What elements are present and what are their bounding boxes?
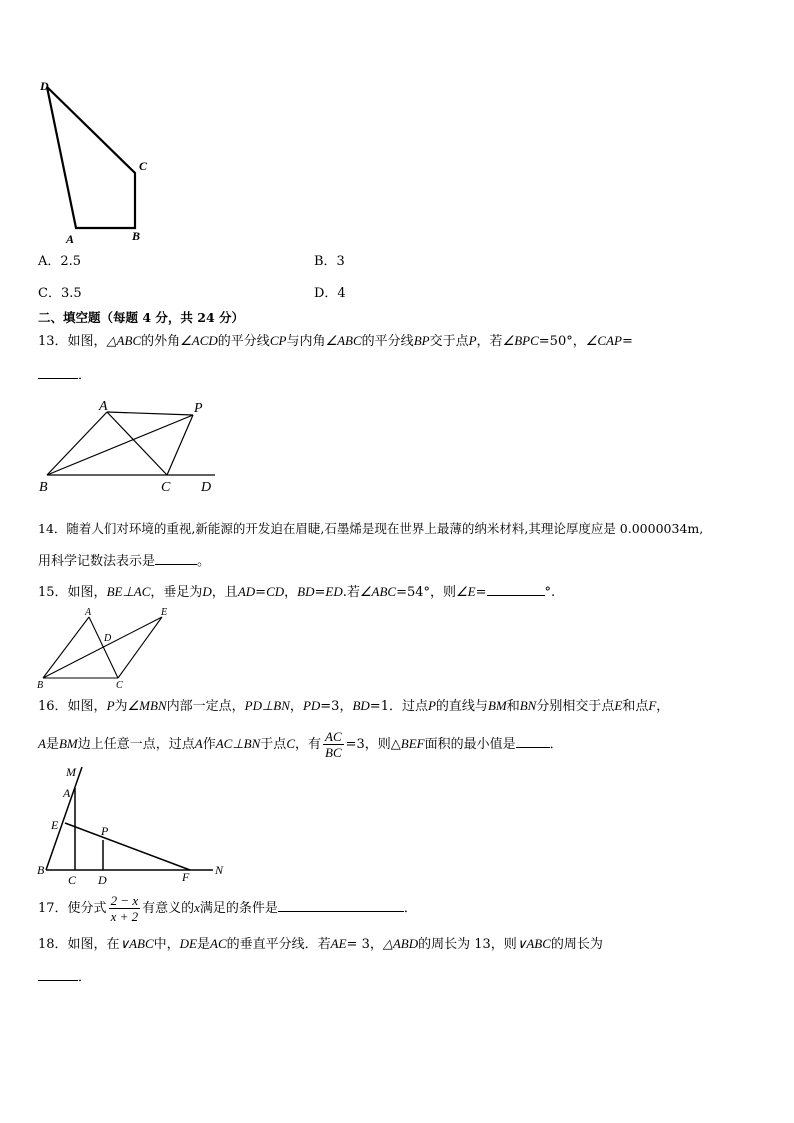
q12-label-a: A <box>66 232 75 246</box>
q13-answer-line: ． <box>38 366 91 384</box>
q12-option-d: D．4 <box>314 286 346 301</box>
q16-angle-figure <box>35 763 235 888</box>
q13-label-c: C <box>161 480 171 495</box>
q15-label-e: E <box>161 607 168 618</box>
q16-label-a: A <box>63 786 71 800</box>
q16-line2: A是BM边上任意一点，过点A作AC⊥BN于点C，有 $\frac{AC}{BC}$ =3，则△BEF面积的最小值是 ． <box>38 729 563 760</box>
q16-label-b: B <box>37 863 45 877</box>
q16-label-d: D <box>98 873 107 887</box>
q15-label-c: C <box>116 680 123 691</box>
q14-line2: 用科学记数法表示是 。 <box>38 554 211 569</box>
q14-line1: 14．随着人们对环境的重视,新能源的开发迫在眉睫,石墨烯是现在世界上最薄的纳米材料,其理论厚度应是 0.0000034m, <box>38 521 704 536</box>
q12-option-a: A．2.5 <box>38 254 82 269</box>
q12-option-c: C．3.5 <box>38 286 82 301</box>
q16-fraction: $\frac{AC}{BC}$ <box>325 729 342 760</box>
q18-answer-line: ． <box>38 968 91 986</box>
q15-label-d: D <box>104 633 112 644</box>
q15-blank[interactable] <box>487 583 545 596</box>
q13-label-a: A <box>99 399 108 414</box>
q13-triangle-figure <box>35 398 225 496</box>
q17-fraction: $\frac{2 - x}{x + 2}$ <box>110 893 139 924</box>
section-title: 二、填空题（每题 4 分，共 24 分） <box>38 310 245 325</box>
q15-triangle-figure <box>35 604 175 692</box>
q16-label-p: P <box>101 824 109 838</box>
q12-quadrilateral-figure <box>30 75 170 250</box>
q15-label-b: B <box>37 680 44 691</box>
q12-option-b: B．3 <box>314 254 345 269</box>
q12-label-b: B <box>132 229 141 243</box>
q13-label-b: B <box>39 480 48 495</box>
q17-text: 17．使分式 $\frac{2 - x}{x + 2}$ 有意义的x满足的条件是 ． <box>38 893 417 924</box>
q16-blank[interactable] <box>516 735 550 748</box>
q13-label-d: D <box>201 480 212 495</box>
q12-label-d: D <box>40 79 49 93</box>
q13-label-p: P <box>194 401 203 416</box>
q14-blank[interactable] <box>155 552 197 565</box>
q16-label-f: F <box>182 870 190 884</box>
q12-label-c: C <box>139 159 148 173</box>
q16-label-c: C <box>68 873 77 887</box>
q13-text: 13．如图，△ABC的外角∠ACD的平分线CP与内角∠ABC的平分线BP交于点P，若∠BPC=50°，∠CAP= <box>38 333 633 349</box>
q18-blank[interactable] <box>38 968 78 981</box>
q16-label-m: M <box>66 765 76 779</box>
q17-blank[interactable] <box>278 899 404 912</box>
q18-text: 18．如图，在∨ABC中，DE是AC的垂直平分线．若AE= 3，△ABD的周长为 13，则∨ABC的周长为 <box>38 936 603 952</box>
q15-label-a: A <box>85 607 92 618</box>
q15-text: 15．如图，BE⊥AC，垂足为D，且AD=CD，BD=ED.若∠ABC=54°，则∠E= °. <box>38 584 556 600</box>
q16-label-n: N <box>215 863 224 877</box>
q16-line1: 16．如图，P为∠MBN内部一定点，PD⊥BN，PD=3，BD=1．过点P的直线与BM和BN分别相交于点E和点F， <box>38 698 670 714</box>
q13-blank[interactable] <box>38 366 78 379</box>
q16-label-e: E <box>51 818 59 832</box>
